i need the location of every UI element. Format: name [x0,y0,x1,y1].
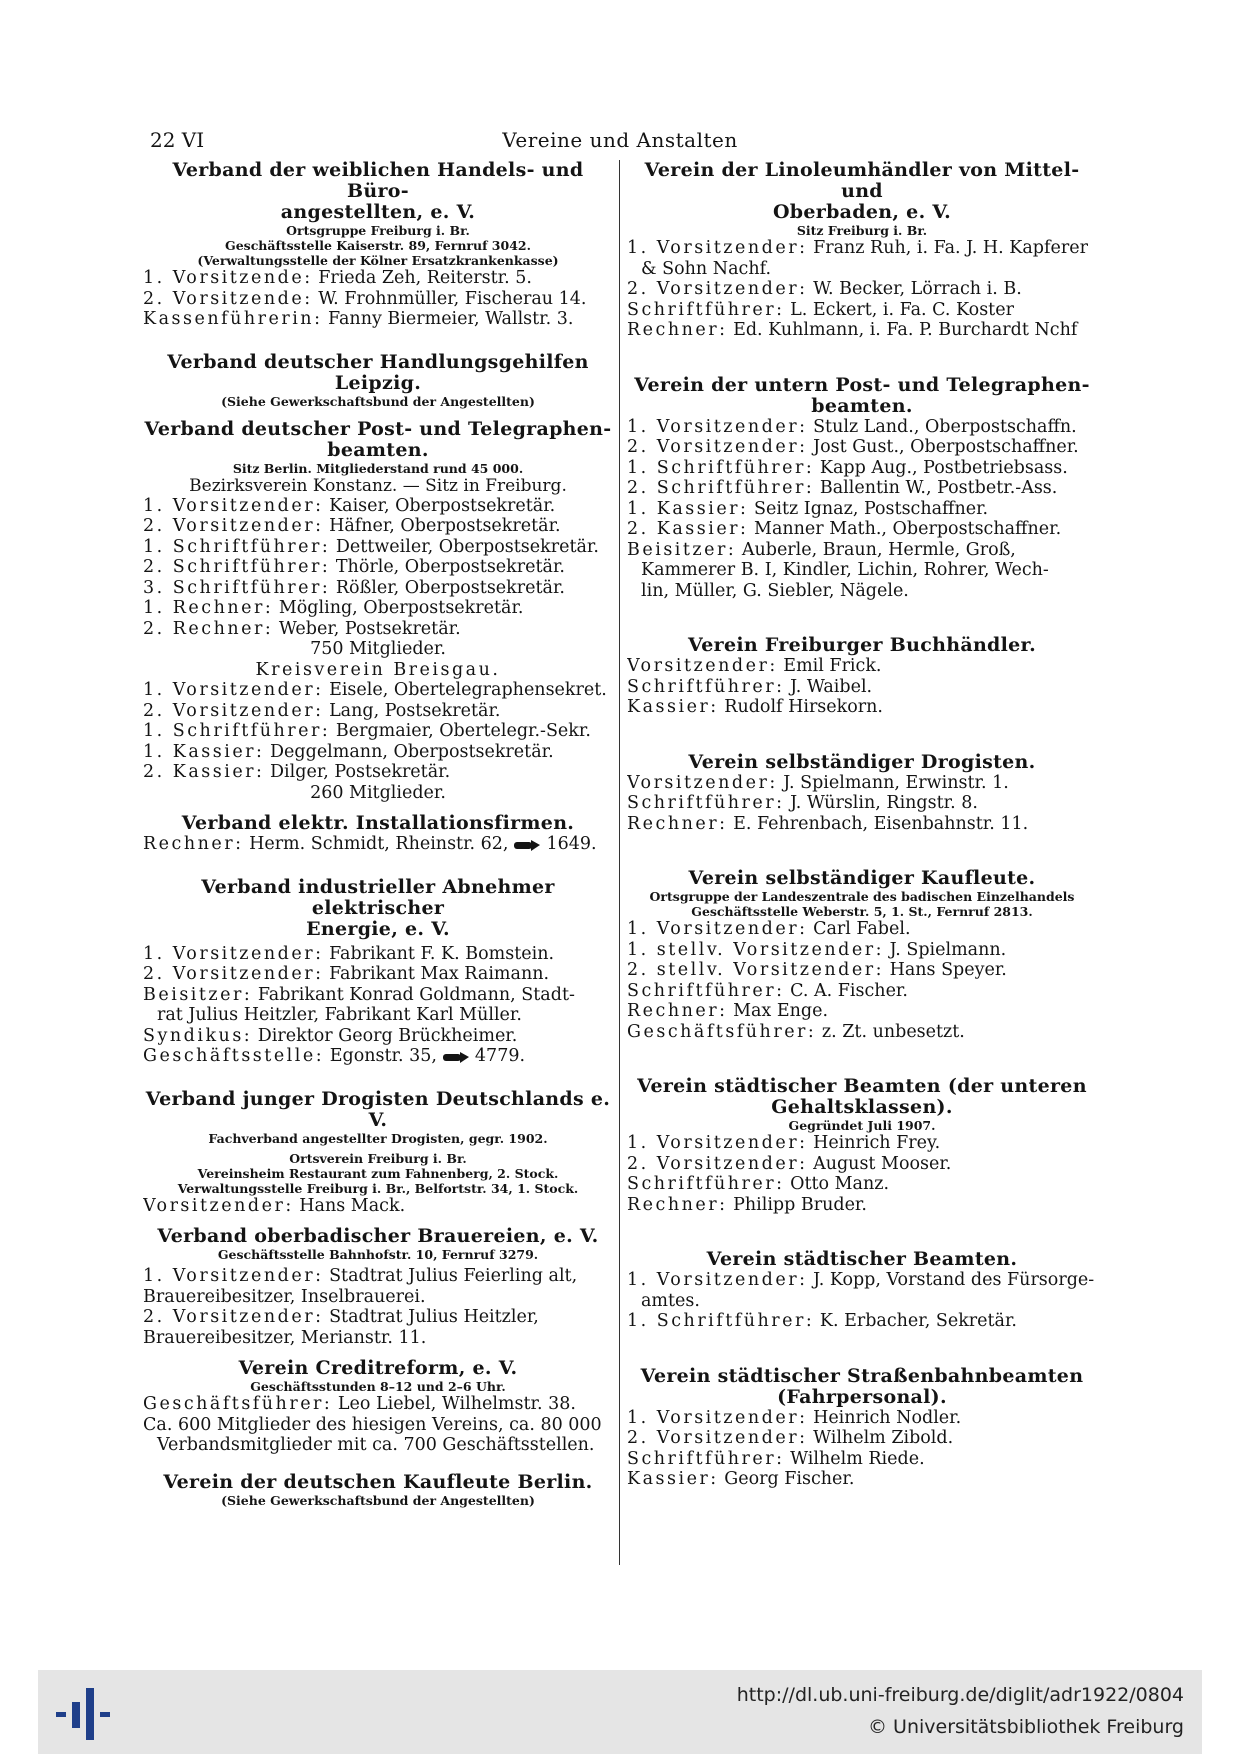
officer-line: 2. Vorsitzende: W. Frohnmüller, Fischerau 14. [143,288,587,309]
entry-strassenbahnbeamte [627,1366,1097,1490]
entry-title: Verband elektr. Installationsfirmen. [181,812,575,834]
officer-line: 1. Schriftführer: Dettweiler, Oberpostsekretär. [143,536,599,557]
officer-line: Beisitzer: Fabrikant Konrad Goldmann, Stadt- [143,984,575,1005]
officer-line: 2. Rechner: Weber, Postsekretär. [143,618,461,639]
page-number: 22 VI [150,128,205,152]
officer-line: 2. Vorsitzender: Fabrikant Max Raimann. [143,964,550,984]
entry-subtitle: Geschäftsstelle Bahnhofstr. 10, Fernruf 3279. [217,1247,539,1262]
officer-line: Geschäftsstelle: Egonstr. 35, 4779. [143,1046,526,1066]
officer-line: Rechner: Max Enge. [627,1001,829,1021]
officer-line: 1. Vorsitzende: Frieda Zeh, Reiterstr. 5. [143,268,532,288]
continuation-line: lin, Müller, G. Siebler, Nägele. [641,580,909,601]
officer-line: 1. Vorsitzender: Franz Ruh, i. Fa. J. H. Kapferer [627,238,1088,258]
entry-staedt-beamte-untere [627,1076,1097,1215]
officer-line: Beisitzer: Auberle, Braun, Hermle, Groß, [627,539,1016,560]
entry-title: Verband oberbadischer Brauereien, e. V. [157,1225,599,1247]
entry-subtitle: Ortsgruppe Freiburg i. Br. [286,223,470,238]
left-column [143,160,613,1508]
officer-line: Rechner: Philipp Bruder. [627,1194,867,1215]
continuation-line: rat Julius Heitzler, Fabrikant Karl Müller. [157,1005,522,1025]
continuation-line: Brauereibesitzer, Inselbrauerei. [143,1286,426,1307]
officer-line: 2. Vorsitzender: Jost Gust., Oberpostschaffner. [627,437,1079,457]
officer-line: Geschäftsführer: Leo Liebel, Wilhelmstr. 38. [143,1394,576,1414]
entry-selbst-kaufleute [627,868,1097,1042]
entry-title: Gehaltsklassen). [771,1096,953,1118]
entry-subtitle: Vereinsheim Restaurant zum Fahnenberg, 2. Stock. [197,1165,559,1181]
continuation-line: amtes. [641,1290,700,1311]
officer-line: 2. Schriftführer: Thörle, Oberpostsekretär. [143,557,565,577]
officer-line: 1. Schriftführer: Bergmaier, Obertelegr.-Sekr. [143,721,591,741]
entry-deutsche-kaufleute-berlin [143,1472,613,1508]
officer-line: Schriftführer: Otto Manz. [627,1174,890,1194]
officer-line: 1. Vorsitzender: Carl Fabel. [627,919,911,939]
entry-title: Verein städtischer Straßenbahnbeamten [640,1364,1084,1387]
entry-title: Verein der deutschen Kaufleute Berlin. [163,1470,593,1493]
officer-line: Kassier: Rudolf Hirsekorn. [627,697,883,717]
officer-line: 2. Vorsitzender: Wilhelm Zibold. [627,1428,954,1448]
entry-subtitle: Sitz Freiburg i. Br. [796,223,928,238]
entry-title: Oberbaden, e. V. [772,201,952,223]
officer-line: Kassier: Georg Fischer. [627,1469,855,1489]
officer-line: Rechner: Herm. Schmidt, Rheinstr. 62, 1649. [143,834,597,854]
officer-line: Vorsitzender: J. Spielmann, Erwinstr. 1. [627,772,1009,793]
officer-line: Rechner: Ed. Kuhlmann, i. Fa. P. Burchardt Nchf [627,320,1078,340]
officer-line: 2. Kassier: Dilger, Postsekretär. [143,762,451,782]
entry-handlungsgehilfen [143,352,613,409]
entry-untere-post-beamte [627,375,1097,602]
officer-line: Vorsitzender: Hans Mack. [143,1195,406,1216]
entry-industrielle-abnehmer [143,877,613,1067]
officer-line: 2. stellv. Vorsitzender: Hans Speyer. [627,960,1007,980]
entry-title: Verein der untern Post- und Telegraphen- [634,373,1090,396]
plain-line: Verbandsmitglieder mit ca. 700 Geschäftsstellen. [157,1435,595,1455]
officer-line: 2. Vorsitzender: Häfner, Oberpostsekretär. [143,516,561,536]
entry-title: Verband junger Drogisten Deutschlands e. V. [145,1087,611,1131]
entry-subtitle: Fachverband angestellter Drogisten, gegr. 1902. [208,1130,548,1146]
viewer-footer [38,1670,1202,1754]
officer-line: 2. Vorsitzender: Lang, Postsekretär. [143,700,501,721]
officer-line: 1. stellv. Vorsitzender: J. Spielmann. [627,939,1007,960]
entry-title: Verband deutscher Handlungsgehilfen Leipzig. [167,350,589,394]
officer-line: 1. Kassier: Seitz Ignaz, Postschaffner. [627,498,989,519]
entry-title: Verband der weiblichen Handels- und Büro- [172,159,584,202]
officer-line: 3. Schriftführer: Rößler, Oberpostsekretär. [143,577,565,598]
column-divider [619,160,620,1565]
entry-installationsfirmen [143,813,613,855]
entry-post-telegraphen [143,419,613,804]
entry-subtitle: Geschäftsstelle Weberstr. 5, 1. St., Fernruf 2813. [691,904,1033,919]
entry-title: Verein städtischer Beamten. [706,1248,1018,1270]
officer-line: 2. Vorsitzender: W. Becker, Lörrach i. B. [627,279,1022,299]
officer-line: 1. Vorsitzender: Stadtrat Julius Feierling alt, [143,1266,578,1286]
officer-line: 2. Kassier: Manner Math., Oberpostschaffner. [627,519,1062,539]
entry-title: Verein Freiburger Buchhändler. [687,634,1037,656]
officer-line: Schriftführer: J. Würslin, Ringstr. 8. [627,793,978,813]
officer-line: Vorsitzender: Emil Frick. [627,656,882,676]
officer-line: 1. Schriftführer: Kapp Aug., Postbetriebsass. [627,457,1068,478]
entry-title: Verband industrieller Abnehmer elektrischer [201,875,555,919]
copyright-notice: © Universitätsbibliothek Freiburg [868,1716,1184,1738]
member-count: 260 Mitglieder. [310,782,446,803]
running-title: Vereine und Anstalten [502,128,738,152]
officer-line: Schriftführer: L. Eckert, i. Fa. C. Koster [627,299,1014,320]
entry-title: beamten. [811,394,913,417]
entry-buchhaendler [627,635,1097,718]
entry-subtitle: Ortsgruppe der Landeszentrale des badischen Einzelhandels [649,889,1075,904]
entry-title: angestellten, e. V. [280,201,476,223]
continuation-line: Brauereibesitzer, Merianstr. 11. [143,1327,427,1348]
officer-line: Rechner: E. Fehrenbach, Eisenbahnstr. 11. [627,813,1029,834]
plain-line: Ca. 600 Mitglieder des hiesigen Vereins, ca. 80 000 [143,1414,602,1435]
page-header [150,128,1090,158]
officer-line: Schriftführer: C. A. Fischer. [627,980,908,1001]
officer-line: 2. Vorsitzender: Stadtrat Julius Heitzler, [143,1307,539,1327]
entry-brauereien [143,1226,613,1348]
officer-line: Schriftführer: J. Waibel. [627,676,873,697]
officer-line: 1. Vorsitzender: J. Kopp, Vorstand des Fürsorge- [627,1270,1095,1290]
entry-title: Verein selbständiger Drogisten. [688,750,1036,773]
entry-title: Verband deutscher Post- und Telegraphen- [144,417,612,440]
sub-section-title: Kreisverein Breisgau. [255,659,501,680]
entry-title: Verein selbständiger Kaufleute. [688,867,1036,889]
entry-junge-drogisten [143,1089,613,1217]
entry-staedt-beamte [627,1249,1097,1332]
telephone-hand-icon [443,1052,469,1062]
officer-line: Syndikus: Direktor Georg Brückheimer. [143,1025,518,1046]
entry-subtitle: (Verwaltungsstelle der Kölner Ersatzkrankenkasse) [197,253,559,268]
officer-line: Geschäftsführer: z. Zt. unbesetzt. [627,1021,965,1042]
entry-title: (Fahrpersonal). [777,1385,947,1408]
entry-weibliche-angestellte [143,160,613,330]
entry-title: beamten. [327,438,429,461]
officer-line: 1. Vorsitzender: Eisele, Obertelegraphensekret. [143,680,607,700]
entry-subtitle: Ortsverein Freiburg i. Br. [289,1150,467,1166]
entry-creditreform [143,1358,613,1456]
officer-line: 1. Kassier: Deggelmann, Oberpostsekretär. [143,741,554,762]
officer-line: Schriftführer: Wilhelm Riede. [627,1448,925,1469]
officer-line: 1. Vorsitzender: Stulz Land., Oberpostschaffn. [627,416,1077,437]
member-count: 750 Mitglieder. [310,639,446,659]
entry-subtitle: Gegründet Juli 1907. [788,1118,936,1133]
officer-line: 1. Vorsitzender: Heinrich Frey. [627,1133,941,1153]
entry-subtitle: Bezirksverein Konstanz. — Sitz in Freiburg. [189,475,567,496]
entry-selbst-drogisten [627,752,1097,835]
officer-line: 1. Vorsitzender: Heinrich Nodler. [627,1407,962,1428]
entry-subtitle: Geschäftsstelle Kaiserstr. 89, Fernruf 3042. [225,238,531,253]
entry-title: Verein der Linoleumhändler von Mittel- und [644,159,1080,202]
entry-title: Verein Creditreform, e. V. [238,1357,518,1379]
entry-subtitle: (Siehe Gewerkschaftsbund der Angestellten) [221,393,535,409]
entry-linoleumhaendler [627,160,1097,341]
officer-line: 1. Rechner: Mögling, Oberpostsekretär. [143,598,524,618]
entry-title: Verein städtischer Beamten (der unteren [637,1075,1087,1097]
ub-freiburg-logo-icon [56,1688,116,1740]
entry-subtitle: (Siehe Gewerkschaftsbund der Angestellten) [221,1492,535,1508]
right-column [627,160,1097,1490]
officer-line: 2. Vorsitzender: August Mooser. [627,1153,952,1174]
officer-line: 1. Vorsitzender: Fabrikant F. K. Bomstein. [143,943,555,964]
source-url-link[interactable]: http://dl.ub.uni-freiburg.de/diglit/adr1922/0804 [736,1684,1184,1706]
officer-line: 2. Schriftführer: Ballentin W., Postbetr.-Ass. [627,478,1058,498]
continuation-line: Kammerer B. I, Kindler, Lichin, Rohrer, Wech- [641,560,1049,580]
officer-line: 1. Schriftführer: K. Erbacher, Sekretär. [627,1311,1017,1331]
continuation-line: & Sohn Nachf. [641,258,772,279]
officer-line: 1. Vorsitzender: Kaiser, Oberpostsekretär. [143,495,556,516]
entry-subtitle: Geschäftsstunden 8–12 und 2–6 Uhr. [250,1379,506,1394]
telephone-hand-icon [514,840,540,850]
entry-title: Energie, e. V. [306,917,450,940]
entry-subtitle: Verwaltungsstelle Freiburg i. Br., Belfortstr. 34, 1. Stock. [177,1180,579,1196]
officer-line: Kassenführerin: Fanny Biermeier, Wallstr. 3. [143,309,574,329]
entry-subtitle: Sitz Berlin. Mitgliederstand rund 45 000. [232,460,524,476]
